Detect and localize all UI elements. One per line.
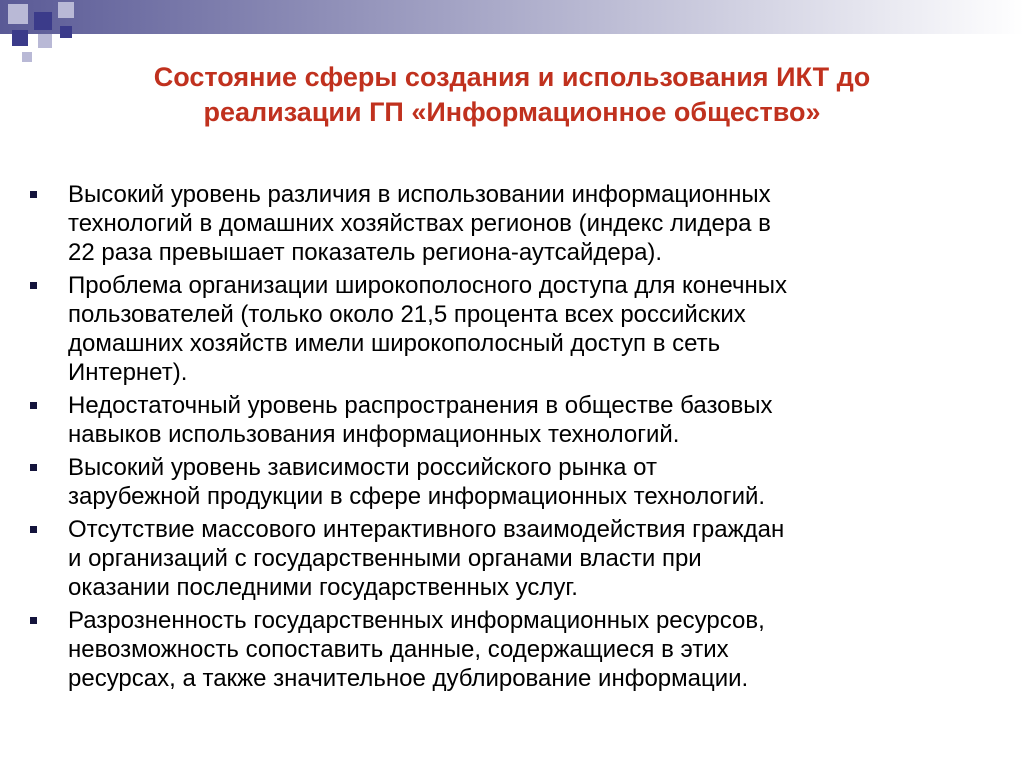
bullet-text-line: и организаций с государственными органами власти при	[68, 545, 702, 572]
bullet-text-line: зарубежной продукции в сфере информационных технологий.	[68, 483, 766, 510]
bullet-text-line: навыков использования информационных технологий.	[68, 421, 680, 448]
bullet-item	[30, 271, 1010, 387]
header-gradient-bar	[0, 0, 1024, 34]
bullet-text-line: технологий в домашних хозяйствах регионов (индекс лидера в	[68, 210, 771, 237]
bullet-item	[30, 391, 1010, 449]
decorative-square	[34, 12, 52, 30]
bullet-text	[68, 606, 1010, 693]
slide-title	[30, 60, 994, 130]
bullet-text-line: Интернет).	[68, 359, 188, 386]
slide-title-line-1: Состояние сферы создания и использования ИКТ до	[153, 62, 871, 92]
decorative-square	[58, 2, 74, 18]
bullet-item	[30, 606, 1010, 693]
bullet-item	[30, 180, 1010, 267]
square-bullet-icon	[30, 191, 37, 198]
bullet-text-line: Высокий уровень различия в использовании информационных	[68, 181, 771, 208]
bullet-text-line: невозможность сопоставить данные, содержащиеся в этих	[68, 636, 729, 663]
bullet-text	[68, 271, 1010, 387]
bullet-text-line: домашних хозяйств имели широкополосный доступ в сеть	[68, 330, 721, 357]
decorative-square	[12, 30, 28, 46]
decorative-square	[60, 26, 72, 38]
bullet-item	[30, 515, 1010, 602]
bullet-text-line: пользователей (только около 21,5 процента всех российских	[68, 301, 746, 328]
bullet-item	[30, 453, 1010, 511]
square-bullet-icon	[30, 526, 37, 533]
bullet-text-line: Отсутствие массового интерактивного взаимодействия граждан	[68, 516, 785, 543]
bullet-text	[68, 391, 1010, 449]
bullet-text	[68, 180, 1010, 267]
slide-title-line-2: реализации ГП «Информационное общество»	[203, 97, 821, 127]
bullet-text-line: 22 раза превышает показатель региона-аутсайдера).	[68, 239, 663, 266]
bullet-text	[68, 515, 1010, 602]
bullet-text-line: Разрозненность государственных информационных ресурсов,	[68, 607, 765, 634]
square-bullet-icon	[30, 282, 37, 289]
decorative-square	[8, 4, 28, 24]
square-bullet-icon	[30, 617, 37, 624]
bullet-text-line: оказании последними государственных услуг.	[68, 574, 578, 601]
bullet-text-line: ресурсах, а также значительное дублирование информации.	[68, 665, 749, 692]
bullet-text-line: Проблема организации широкополосного доступа для конечных	[68, 272, 787, 299]
square-bullet-icon	[30, 464, 37, 471]
bullet-text	[68, 453, 1010, 511]
decorative-square	[38, 34, 52, 48]
bullet-text-line: Недостаточный уровень распространения в обществе базовых	[68, 392, 773, 419]
square-bullet-icon	[30, 402, 37, 409]
bullet-text-line: Высокий уровень зависимости российского рынка от	[68, 454, 657, 481]
bullet-list	[30, 180, 1010, 697]
